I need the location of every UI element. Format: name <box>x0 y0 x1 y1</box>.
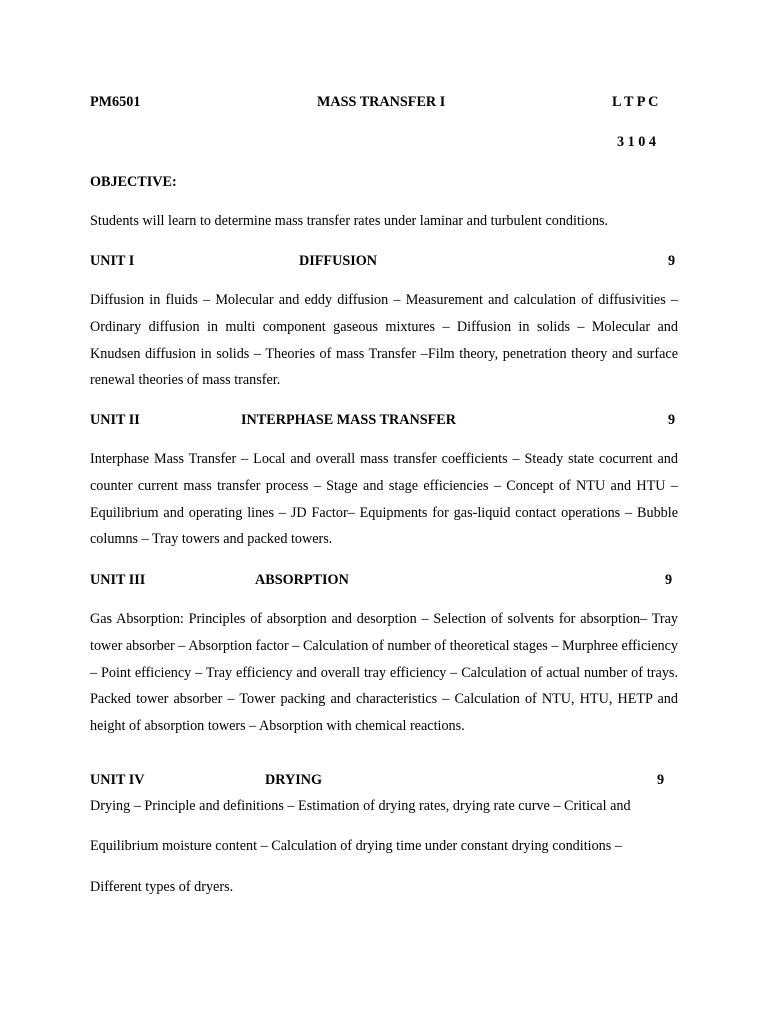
unit-1-hours: 9 <box>668 253 676 269</box>
unit-2-description: Interphase Mass Transfer – Local and overall mass transfer coefficients – Steady state cocurrent and counter current mass transfer process – Stage and stage efficiencies – Concept of NTU and HTU – Equilibrium and operating lines – JD Factor– Equipments for gas-liquid contact operations – Bubble columns – Tray towers and packed towers. <box>90 451 678 548</box>
unit-2-title: INTERPHASE MASS TRANSFER <box>241 412 456 428</box>
unit-3-title: ABSORPTION <box>255 572 349 588</box>
unit-4-line-2: Equilibrium moisture content – Calculation of drying time under constant drying conditions – <box>90 838 622 854</box>
course-title: MASS TRANSFER I <box>317 94 446 110</box>
unit-4-line-1: Drying – Principle and definitions – Estimation of drying rates, drying rate curve – Critical and <box>90 798 631 814</box>
unit-2-hours: 9 <box>668 412 676 428</box>
unit-4-label: UNIT IV <box>90 772 145 788</box>
unit-3-hours: 9 <box>665 572 673 588</box>
ltpc-label: L T P C <box>612 94 659 110</box>
unit-1-title: DIFFUSION <box>299 253 378 269</box>
unit-4-hours: 9 <box>657 772 665 788</box>
unit-1-label: UNIT I <box>90 253 135 269</box>
unit-1-description: Diffusion in fluids – Molecular and eddy diffusion – Measurement and calculation of diffusivities – Ordinary diffusion in multi component gaseous mixtures – Diffusion in solids – Molecular and Knudsen diffusion in solids – Theories of mass Transfer –Film theory, penetration theory and surface renewal theories of mass transfer. <box>90 292 678 389</box>
unit-4-title: DRYING <box>265 772 323 788</box>
ltpc-values: 3 1 0 4 <box>617 134 657 150</box>
unit-4-line-3: Different types of dryers. <box>90 879 234 895</box>
course-code: PM6501 <box>90 94 141 110</box>
unit-3-label: UNIT III <box>90 572 146 588</box>
unit-3-description: Gas Absorption: Principles of absorption and desorption – Selection of solvents for absorption– Tray tower absorber – Absorption factor – Calculation of number of theoretical stages – Murphree efficiency – Point efficiency – Tray efficiency and overall tray efficiency – Calculation of actual number of trays. Packed tower absorber – Tower packing and characteristics – Calculation of NTU, HTU, HETP and height of absorption towers – Absorption with chemical reactions. <box>90 611 678 735</box>
objective-text: Students will learn to determine mass transfer rates under laminar and turbulent conditions. <box>90 213 609 229</box>
objective-heading: OBJECTIVE: <box>90 174 177 190</box>
unit-2-label: UNIT II <box>90 412 140 428</box>
